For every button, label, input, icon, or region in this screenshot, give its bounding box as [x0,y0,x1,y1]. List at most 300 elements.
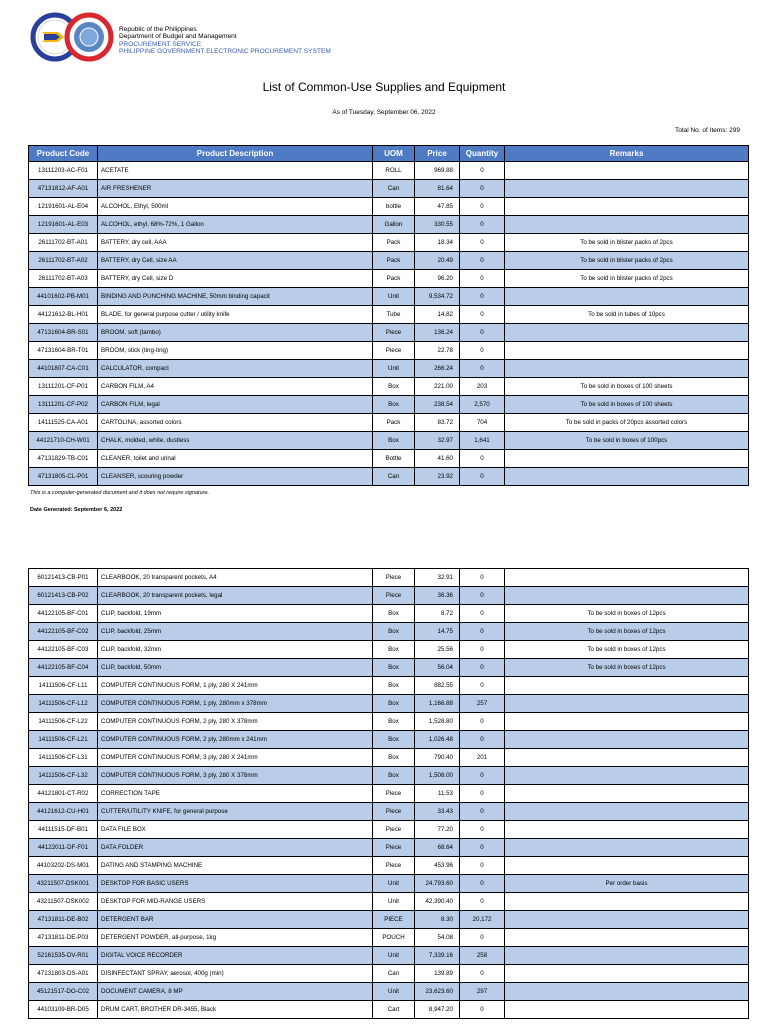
product-description-cell: ACETATE [98,162,373,180]
uom-cell: Piece [373,785,415,803]
uom-cell: Pack [373,414,415,432]
table-row [29,785,749,803]
uom-cell: bottle [373,198,415,216]
price-cell: 23.92 [415,468,460,486]
remarks-cell [505,731,749,749]
product-code-cell: 44122105-BF-C03 [29,641,98,659]
quantity-cell: 0 [460,893,505,911]
product-code-cell: 13111201-CF-P01 [29,378,98,396]
table-row [29,623,749,641]
product-code-cell: 47131604-BR-T01 [29,342,98,360]
table-row [29,929,749,947]
quantity-cell: 0 [460,306,505,324]
product-description-cell: DETERGENT POWDER, all-purpose, 1kg [98,929,373,947]
quantity-cell: 0 [460,252,505,270]
quantity-cell: 704 [460,414,505,432]
uom-cell: Can [373,468,415,486]
table-row [29,857,749,875]
quantity-cell: 0 [460,785,505,803]
quantity-cell: 0 [460,713,505,731]
remarks-cell [505,198,749,216]
table-row [29,983,749,1001]
price-cell: 8.30 [415,911,460,929]
product-code-cell: 47131811-DE-P03 [29,929,98,947]
quantity-cell: 0 [460,821,505,839]
remarks-cell [505,324,749,342]
remarks-cell [505,1001,749,1019]
product-code-cell: 44122011-DF-F01 [29,839,98,857]
price-cell: 36.36 [415,587,460,605]
product-description-cell: DRUM CART, BROTHER DR-3455, Black [98,1001,373,1019]
price-cell: 32.97 [415,432,460,450]
product-code-cell: 14111506-CF-L31 [29,749,98,767]
product-description-cell: CLEARBOOK, 20 transparent pockets, A4 [98,569,373,587]
product-code-cell: 44121710-CH-W01 [29,432,98,450]
price-cell: 453.96 [415,857,460,875]
table-row [29,821,749,839]
column-header: Quantity [460,146,505,162]
letterhead [30,12,750,62]
product-description-cell: CHALK, molded, white, dustless [98,432,373,450]
table-row [29,713,749,731]
uom-cell: Piece [373,569,415,587]
table-row [29,450,749,468]
quantity-cell: 0 [460,468,505,486]
price-cell: 330.55 [415,216,460,234]
table-row [29,270,749,288]
product-code-cell: 13111201-CF-P02 [29,396,98,414]
remarks-cell: To be sold in blister packs of 2pcs [505,234,749,252]
uom-cell: Piece [373,342,415,360]
remarks-cell: To be sold in blister packs of 2pcs [505,270,749,288]
table-row [29,414,749,432]
remarks-cell: To be sold in boxes of 100 sheets [505,396,749,414]
remarks-cell [505,450,749,468]
remarks-cell [505,695,749,713]
quantity-cell: 0 [460,605,505,623]
quantity-cell: 0 [460,587,505,605]
product-description-cell: BLADE, for general purpose cutter / utility knife [98,306,373,324]
table-row [29,306,749,324]
quantity-cell: 0 [460,360,505,378]
price-cell: 1,528.80 [415,713,460,731]
quantity-cell: 0 [460,659,505,677]
uom-cell: Unit [373,893,415,911]
product-description-cell: CLEANER, toilet and urinal [98,450,373,468]
quantity-cell: 0 [460,767,505,785]
as-of-date: As of Tuesday, September 06, 2022 [332,109,436,116]
product-description-cell: COMPUTER CONTINUOUS FORM, 1 ply, 280 X 241mm [98,677,373,695]
price-cell: 1,166.88 [415,695,460,713]
price-cell: 77.20 [415,821,460,839]
table-row [29,875,749,893]
quantity-cell: 297 [460,983,505,1001]
price-cell: 83.72 [415,414,460,432]
product-code-cell: 45121517-DO-C02 [29,983,98,1001]
product-description-cell: DISINFECTANT SPRAY, aerosol, 400g (min) [98,965,373,983]
product-code-cell: 43211507-DSK001 [29,875,98,893]
product-code-cell: 26111702-BT-A03 [29,270,98,288]
supplies-table-page-1 [28,145,749,486]
product-description-cell: DESKTOP FOR BASIC USERS [98,875,373,893]
uom-cell: Piece [373,821,415,839]
price-cell: 139.89 [415,965,460,983]
uom-cell: Box [373,641,415,659]
product-code-cell: 47131829-TB-C01 [29,450,98,468]
quantity-cell: 0 [460,929,505,947]
product-description-cell: COMPUTER CONTINUOUS FORM, 1 ply, 280mm x 378mm [98,695,373,713]
product-description-cell: DATING AND STAMPING MACHINE [98,857,373,875]
product-description-cell: DATA FILE BOX [98,821,373,839]
price-cell: 56.04 [415,659,460,677]
product-description-cell: COMPUTER CONTINUOUS FORM, 2 ply, 280mm x 241mm [98,731,373,749]
uom-cell: Cart [373,1001,415,1019]
remarks-cell [505,839,749,857]
price-cell: 8.72 [415,605,460,623]
price-cell: 1,026.48 [415,731,460,749]
uom-cell: Piece [373,839,415,857]
product-description-cell: BROOM, stick (ting-ting) [98,342,373,360]
uom-cell: Bottle [373,450,415,468]
table-body [29,569,749,1019]
table-row [29,803,749,821]
remarks-cell: To be sold in boxes of 12pcs [505,659,749,677]
price-cell: 238.54 [415,396,460,414]
price-cell: 882.55 [415,677,460,695]
table-row [29,677,749,695]
remarks-cell [505,857,749,875]
product-description-cell: DOCUMENT CAMERA, 8 MP [98,983,373,1001]
remarks-cell [505,983,749,1001]
quantity-cell: 0 [460,234,505,252]
product-code-cell: 44103109-BR-D05 [29,1001,98,1019]
product-code-cell: 14111506-CF-L11 [29,677,98,695]
quantity-cell: 257 [460,695,505,713]
table-body [29,162,749,486]
table-row [29,569,749,587]
remarks-cell [505,569,749,587]
product-code-cell: 52161535-DV-R01 [29,947,98,965]
uom-cell: Box [373,713,415,731]
remarks-cell [505,911,749,929]
product-description-cell: CARTOLINA, assorted colors [98,414,373,432]
table-row [29,641,749,659]
product-description-cell: CLIP, backfold, 19mm [98,605,373,623]
table-row [29,1001,749,1019]
remarks-cell: To be sold in boxes of 100pcs [505,432,749,450]
quantity-cell: 201 [460,749,505,767]
product-code-cell: 44103202-DS-M01 [29,857,98,875]
date-generated: Date Generated: September 6, 2022 [30,507,123,513]
product-description-cell: CARBON FILM, legal [98,396,373,414]
table-row [29,396,749,414]
product-code-cell: 44101807-CA-C01 [29,360,98,378]
product-description-cell: CLIP, backfold, 25mm [98,623,373,641]
product-description-cell: CLIP, backfold, 50mm [98,659,373,677]
table-row [29,893,749,911]
price-cell: 25.56 [415,641,460,659]
price-cell: 266.24 [415,360,460,378]
table-row [29,288,749,306]
product-description-cell: DESKTOP FOR MID-RANGE USERS [98,893,373,911]
price-cell: 68.64 [415,839,460,857]
price-cell: 14.75 [415,623,460,641]
table-row [29,659,749,677]
quantity-cell: 0 [460,857,505,875]
uom-cell: Can [373,965,415,983]
product-code-cell: 60121413-CB-P02 [29,587,98,605]
table-row [29,911,749,929]
remarks-cell [505,360,749,378]
product-code-cell: 26111702-BT-A02 [29,252,98,270]
quantity-cell: 0 [460,803,505,821]
remarks-cell [505,587,749,605]
price-cell: 7,339.16 [415,947,460,965]
quantity-cell: 0 [460,162,505,180]
product-code-cell: 47131805-CL-P01 [29,468,98,486]
remarks-cell [505,216,749,234]
uom-cell: POUCH [373,929,415,947]
table-row [29,587,749,605]
remarks-cell [505,821,749,839]
uom-cell: Piece [373,857,415,875]
product-description-cell: BATTERY, dry Cell, size AA [98,252,373,270]
price-cell: 1,508.00 [415,767,460,785]
column-header: UOM [373,146,415,162]
quantity-cell: 0 [460,198,505,216]
product-code-cell: 26111702-BT-A01 [29,234,98,252]
remarks-cell [505,713,749,731]
uom-cell: Box [373,432,415,450]
table-row [29,432,749,450]
product-code-cell: 44121801-CT-R02 [29,785,98,803]
price-cell: 23,623.60 [415,983,460,1001]
quantity-cell: 0 [460,623,505,641]
price-cell: 32.91 [415,569,460,587]
uom-cell: Box [373,695,415,713]
quantity-cell: 0 [460,731,505,749]
uom-cell: Box [373,396,415,414]
uom-cell: Piece [373,803,415,821]
uom-cell: Box [373,767,415,785]
table-row [29,947,749,965]
product-code-cell: 44101602-PB-M01 [29,288,98,306]
uom-cell: Unit [373,947,415,965]
uom-cell: Pack [373,252,415,270]
remarks-cell [505,929,749,947]
table-row [29,162,749,180]
table-row [29,695,749,713]
agency-line-1: Republic of the Philippines [119,26,197,33]
remarks-cell [505,342,749,360]
product-code-cell: 14111506-CF-L12 [29,695,98,713]
table-row [29,468,749,486]
table-row [29,378,749,396]
product-code-cell: 44122105-BF-C02 [29,623,98,641]
price-cell: 81.64 [415,180,460,198]
column-header: Remarks [505,146,749,162]
agency-line-3: PROCUREMENT SERVICE [119,40,202,48]
product-code-cell: 12191601-AL-E04 [29,198,98,216]
product-description-cell: DETERGENT BAR [98,911,373,929]
uom-cell: Box [373,749,415,767]
table-row [29,234,749,252]
uom-cell: Unit [373,288,415,306]
remarks-cell [505,749,749,767]
price-cell: 20.49 [415,252,460,270]
product-code-cell: 13111203-AC-F01 [29,162,98,180]
product-code-cell: 14111506-CF-L21 [29,731,98,749]
product-description-cell: DATA FOLDER [98,839,373,857]
product-description-cell: COMPUTER CONTINUOUS FORM, 3 ply, 280 X 378mm [98,767,373,785]
remarks-cell [505,947,749,965]
remarks-cell: To be sold in tubes of 10pcs [505,306,749,324]
remarks-cell [505,468,749,486]
uom-cell: Pack [373,234,415,252]
product-description-cell: COMPUTER CONTINUOUS FORM, 3 ply, 280 X 241mm [98,749,373,767]
quantity-cell: 0 [460,450,505,468]
price-cell: 221.00 [415,378,460,396]
remarks-cell: To be sold in packs of 20pcs assorted colors [505,414,749,432]
remarks-cell [505,965,749,983]
table-row [29,324,749,342]
quantity-cell: 258 [460,947,505,965]
uom-cell: ROLL [373,162,415,180]
product-description-cell: BATTERY, dry Cell, size D [98,270,373,288]
quantity-cell: 0 [460,216,505,234]
quantity-cell: 1,641 [460,432,505,450]
remarks-cell [505,785,749,803]
price-cell: 96.20 [415,270,460,288]
uom-cell: Piece [373,324,415,342]
price-cell: 47.85 [415,198,460,216]
remarks-cell: To be sold in boxes of 12pcs [505,641,749,659]
product-description-cell: ALCOHOL, Ethyl, 500ml [98,198,373,216]
product-description-cell: CARBON FILM, A4 [98,378,373,396]
table-row [29,180,749,198]
uom-cell: Unit [373,875,415,893]
uom-cell: Box [373,378,415,396]
quantity-cell: 0 [460,324,505,342]
uom-cell: Gallon [373,216,415,234]
product-code-cell: 14111506-CF-L22 [29,713,98,731]
column-header: Product Description [98,146,373,162]
price-cell: 14.82 [415,306,460,324]
table-row [29,342,749,360]
product-description-cell: CLEARBOOK, 20 transparent pockets, legal [98,587,373,605]
table-row [29,839,749,857]
table-row [29,965,749,983]
product-code-cell: 43211507-DSK002 [29,893,98,911]
product-code-cell: 44121612-CU-H01 [29,803,98,821]
supplies-table-page-2 [28,568,749,1019]
quantity-cell: 0 [460,641,505,659]
remarks-cell [505,767,749,785]
quantity-cell: 203 [460,378,505,396]
product-code-cell: 60121413-CB-P01 [29,569,98,587]
quantity-cell: 0 [460,288,505,306]
table-row [29,198,749,216]
product-code-cell: 44111515-DF-B01 [29,821,98,839]
quantity-cell: 2,570 [460,396,505,414]
price-cell: 22.78 [415,342,460,360]
quantity-cell: 0 [460,569,505,587]
price-cell: 136.24 [415,324,460,342]
price-cell: 790.40 [415,749,460,767]
product-code-cell: 44122105-BF-C01 [29,605,98,623]
remarks-cell: To be sold in boxes of 12pcs [505,605,749,623]
table-row [29,216,749,234]
product-description-cell: BATTERY, dry cell, AAA [98,234,373,252]
product-code-cell: 44122105-BF-C04 [29,659,98,677]
quantity-cell: 0 [460,1001,505,1019]
uom-cell: Piece [373,587,415,605]
product-code-cell: 47131811-DE-B02 [29,911,98,929]
uom-cell: Unit [373,983,415,1001]
product-description-cell: CLIP, backfold, 32mm [98,641,373,659]
uom-cell: Pack [373,270,415,288]
price-cell: 9,534.72 [415,288,460,306]
table-row [29,731,749,749]
quantity-cell: 0 [460,270,505,288]
uom-cell: Unit [373,360,415,378]
quantity-cell: 0 [460,965,505,983]
quantity-cell: 0 [460,875,505,893]
price-cell: 8,947.20 [415,1001,460,1019]
price-cell: 969.88 [415,162,460,180]
price-cell: 54.08 [415,929,460,947]
remarks-cell: To be sold in blister packs of 2pcs [505,252,749,270]
remarks-cell: To be sold in boxes of 100 sheets [505,378,749,396]
product-description-cell: DIGITAL VOICE RECORDER [98,947,373,965]
product-description-cell: BROOM, soft (tambo) [98,324,373,342]
product-code-cell: 47131604-BR-S01 [29,324,98,342]
uom-cell: Box [373,677,415,695]
price-cell: 41.60 [415,450,460,468]
uom-cell: Box [373,659,415,677]
product-code-cell: 47131803-DS-A01 [29,965,98,983]
remarks-cell: Per order basis [505,875,749,893]
total-items: Total No. of Items: 299 [674,127,740,134]
column-header: Product Code [29,146,98,162]
remarks-cell [505,288,749,306]
uom-cell: Box [373,605,415,623]
quantity-cell: 0 [460,180,505,198]
quantity-cell: 0 [460,677,505,695]
table-row [29,605,749,623]
document-title: List of Common-Use Supplies and Equipment [262,80,506,94]
table-row [29,749,749,767]
uom-cell: PIECE [373,911,415,929]
uom-cell: Box [373,731,415,749]
quantity-cell: 20,172 [460,911,505,929]
product-code-cell: 47131812-AF-A01 [29,180,98,198]
product-description-cell: CUTTER/UTILITY KNIFE, for general purpose [98,803,373,821]
product-code-cell: 14111506-CF-L32 [29,767,98,785]
uom-cell: Box [373,623,415,641]
product-description-cell: ALCOHOL, ethyl, 68%-72%, 1 Gallon [98,216,373,234]
product-description-cell: CORRECTION TAPE [98,785,373,803]
agency-line-2: Department of Budget and Management [119,33,237,41]
agency-logo-icon [30,12,114,62]
price-cell: 42,390.40 [415,893,460,911]
price-cell: 18.34 [415,234,460,252]
price-cell: 24,793.60 [415,875,460,893]
agency-line-4: PHILIPPINE GOVERNMENT ELECTRONIC PROCUREMENT SYSTEM [119,48,331,56]
table-row [29,360,749,378]
remarks-cell [505,803,749,821]
remarks-cell [505,162,749,180]
